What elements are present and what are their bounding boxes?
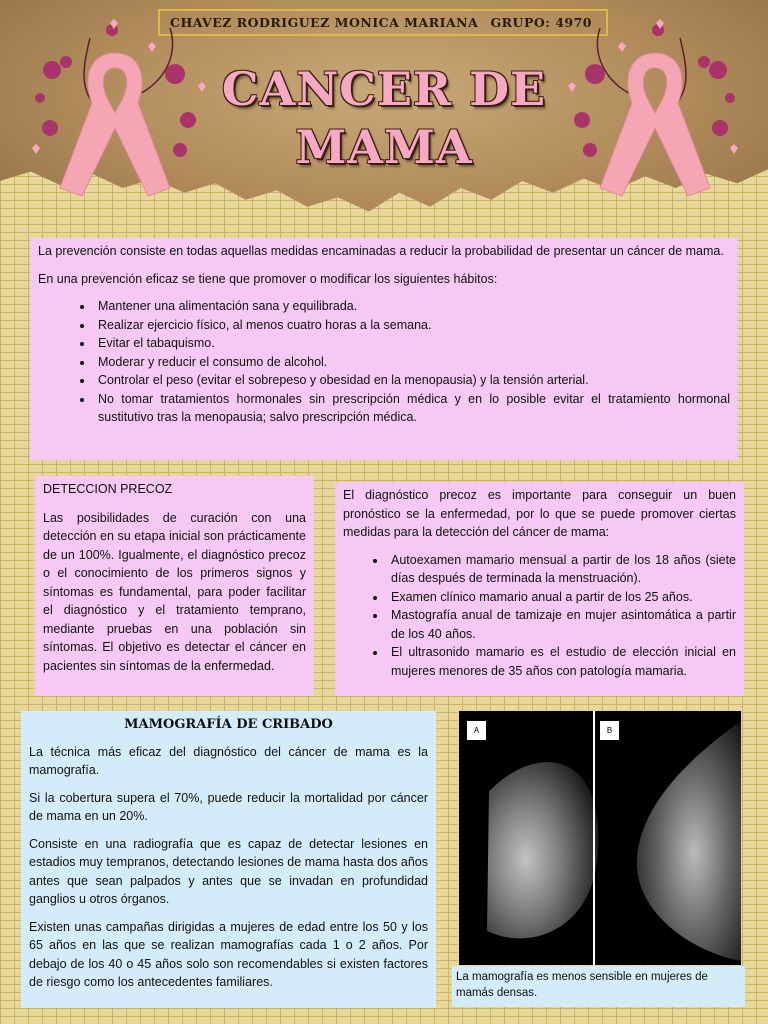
list-item: • Realizar ejercicio físico, al menos cuatro horas a la semana. <box>94 316 730 335</box>
title-line-1: CANCER DE <box>221 62 547 116</box>
student-name: CHAVEZ RODRIGUEZ MONICA MARIANA <box>170 15 479 30</box>
list-item: • El ultrasonido mamario es el estudio de elección inicial en mujeres menores de 35 años con patología mamaria. <box>387 643 736 680</box>
ribbon-icon <box>600 53 710 196</box>
image-label-b: B <box>600 721 619 740</box>
diagnosis-list <box>343 551 736 681</box>
list-item: • Evitar el tabaquismo. <box>94 334 730 353</box>
diagnosis-intro: El diagnóstico precoz es importante para conseguir un buen pronóstico se la enfermedad, por lo que se puede promover ciertas medidas para la detección del cáncer de mama: <box>343 488 736 539</box>
mammogram-image <box>459 711 741 965</box>
early-detection-panel <box>35 476 314 696</box>
list-item: • No tomar tratamientos hormonales sin prescripción médica y en lo posible evitar el tratamiento hormonal sustitutivo tras la menopausia; salvo prescripción médica. <box>94 390 730 427</box>
list-item: • Moderar y reducir el consumo de alcohol. <box>94 353 730 372</box>
flower-icon <box>574 24 735 157</box>
list-item: • Controlar el peso (evitar el sobrepeso y obesidad en la menopausia) y la tensión arterial. <box>94 371 730 390</box>
student-info-box <box>158 9 608 36</box>
title-line-2: MAMA <box>295 120 473 174</box>
mammogram-drawing <box>459 711 741 965</box>
list-item: • Mastografía anual de tamizaje en mujer asintomática a partir de los 40 años. <box>387 606 736 643</box>
flower-icon <box>35 24 196 157</box>
early-detection-body: Las posibilidades de curación con una detección en su etapa inicial son prácticamente de un 100%. Igualmente, el diagnóstico precoz o el conocimiento de los primeros signos y síntomas es fundamental, para poder facilitar el diagnóstico y el tratamiento temprano, mediante pruebas en una población sin síntomas. El objetivo es detectar el cáncer en pacientes sin síntomas de la enfermedad. <box>43 510 306 673</box>
early-detection-heading: DETECCION PRECOZ <box>43 482 173 496</box>
screening-paragraph: La técnica más eficaz del diagnóstico del cáncer de mama es la mamografía. <box>29 744 428 777</box>
screening-paragraph: Existen unas campañas dirigidas a mujeres de edad entre los 50 y los 65 años en las que se realizan mamografías cada 1 o 2 años. Por debajo de los 40 o 45 años solo son recomendables si existen factores de riesgo como los antecedentes familiares. <box>29 919 428 989</box>
diagnosis-panel <box>335 482 744 696</box>
screening-panel <box>21 711 436 1008</box>
group-label: GRUPO: 4970 <box>490 15 592 30</box>
right-ribbon-decoration <box>560 18 750 218</box>
screening-paragraph: Si la cobertura supera el 70%, puede reducir la mortalidad por cáncer de mama en un 20%. <box>29 790 428 823</box>
prevention-intro: La prevención consiste en todas aquellas medidas encaminadas a reducir la probabilidad de presentar un cáncer de mama. <box>38 244 724 258</box>
image-label-a: A <box>467 721 486 740</box>
habits-list <box>38 297 730 427</box>
list-item: • Autoexamen mamario mensual a partir de los 18 años (siete días después de terminada la menstruación). <box>387 551 736 588</box>
prevention-lead: En una prevención eficaz se tiene que promover o modificar los siguientes hábitos: <box>38 271 498 286</box>
list-item: • Mantener una alimentación sana y equilibrada. <box>94 297 730 316</box>
screening-paragraph: Consiste en una radiografía que es capaz de detectar lesiones en estadios muy tempranos, detectando lesiones de mama hasta dos años antes que sean palpados y antes que se invadan en profundidad ganglios u otros órganos. <box>29 836 428 906</box>
left-ribbon-decoration <box>20 18 210 218</box>
page-title <box>200 60 568 176</box>
image-caption: La mamografía es menos sensible en mujeres de mamás densas. <box>452 966 745 1007</box>
screening-title: MAMOGRAFÍA DE CRIBADO <box>124 717 333 732</box>
ribbon-icon <box>60 53 170 196</box>
list-item: • Examen clínico mamario anual a partir de los 25 años. <box>387 588 736 607</box>
prevention-panel <box>30 238 738 460</box>
